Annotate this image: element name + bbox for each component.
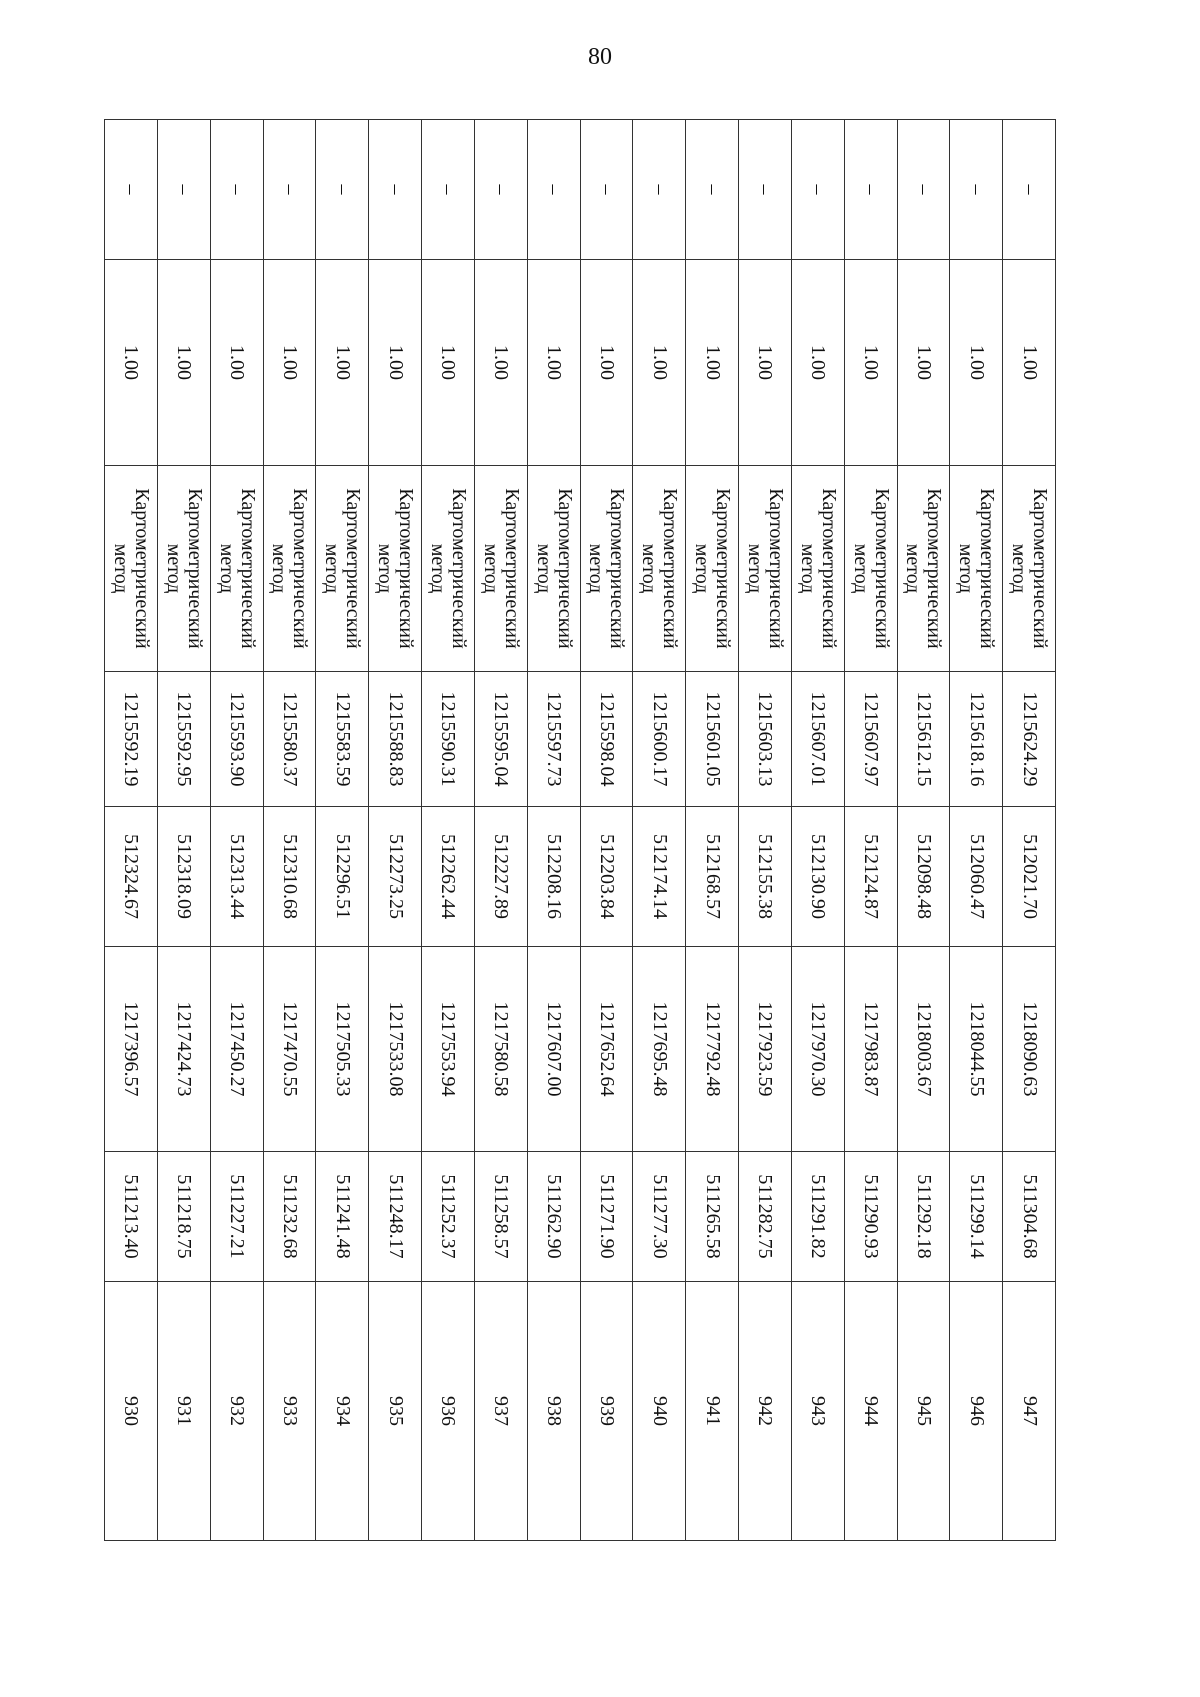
cell-point-number: 942 (739, 1282, 792, 1541)
table-row (422, 120, 475, 1541)
cell-accuracy: 1.00 (897, 260, 950, 466)
cell-y1: 1218090.63 (1003, 947, 1056, 1152)
cell-accuracy: 1.00 (844, 260, 897, 466)
cell-x2: 512060.47 (950, 807, 1003, 947)
table-row (950, 120, 1003, 1541)
cell-x2: 512203.84 (580, 807, 633, 947)
cell-x1: 511282.75 (739, 1152, 792, 1282)
table-row (105, 120, 158, 1541)
table-row (263, 120, 316, 1541)
table-row (897, 120, 950, 1541)
cell-note: – (633, 120, 686, 260)
cell-x1: 511213.40 (105, 1152, 158, 1282)
cell-accuracy: 1.00 (422, 260, 475, 466)
table-row (580, 120, 633, 1541)
cell-x1: 511277.30 (633, 1152, 686, 1282)
cell-x2: 512021.70 (1003, 807, 1056, 947)
cell-point-number: 934 (316, 1282, 369, 1541)
cell-method: Картометрический метод (1003, 466, 1056, 672)
cell-y2: 1215592.19 (105, 672, 158, 807)
cell-accuracy: 1.00 (157, 260, 210, 466)
cell-x1: 511232.68 (263, 1152, 316, 1282)
cell-y1: 1217695.48 (633, 947, 686, 1152)
cell-y1: 1217553.94 (422, 947, 475, 1152)
cell-y1: 1217450.27 (210, 947, 263, 1152)
cell-point-number: 938 (527, 1282, 580, 1541)
cell-x1: 511218.75 (157, 1152, 210, 1282)
cell-point-number: 935 (369, 1282, 422, 1541)
cell-y2: 1215607.97 (844, 672, 897, 807)
table-row (369, 120, 422, 1541)
cell-note: – (527, 120, 580, 260)
cell-accuracy: 1.00 (474, 260, 527, 466)
cell-y2: 1215601.05 (686, 672, 739, 807)
cell-x1: 511299.14 (950, 1152, 1003, 1282)
cell-x1: 511291.82 (791, 1152, 844, 1282)
cell-point-number: 930 (105, 1282, 158, 1541)
cell-point-number: 936 (422, 1282, 475, 1541)
cell-note: – (897, 120, 950, 260)
cell-y2: 1215598.04 (580, 672, 633, 807)
cell-method: Картометрический метод (580, 466, 633, 672)
cell-accuracy: 1.00 (739, 260, 792, 466)
cell-method: Картометрический метод (474, 466, 527, 672)
cell-point-number: 932 (210, 1282, 263, 1541)
cell-accuracy: 1.00 (686, 260, 739, 466)
cell-accuracy: 1.00 (527, 260, 580, 466)
cell-y1: 1217470.55 (263, 947, 316, 1152)
cell-note: – (739, 120, 792, 260)
cell-x2: 512168.57 (686, 807, 739, 947)
cell-accuracy: 1.00 (580, 260, 633, 466)
cell-x2: 512124.87 (844, 807, 897, 947)
cell-y2: 1215593.90 (210, 672, 263, 807)
cell-y2: 1215592.95 (157, 672, 210, 807)
cell-note: – (1003, 120, 1056, 260)
cell-note: – (950, 120, 1003, 260)
cell-x2: 512324.67 (105, 807, 158, 947)
cell-point-number: 933 (263, 1282, 316, 1541)
cell-y1: 1218044.55 (950, 947, 1003, 1152)
cell-y1: 1217580.58 (474, 947, 527, 1152)
cell-point-number: 937 (474, 1282, 527, 1541)
cell-accuracy: 1.00 (633, 260, 686, 466)
cell-y1: 1218003.67 (897, 947, 950, 1152)
cell-x1: 511265.58 (686, 1152, 739, 1282)
table-row (157, 120, 210, 1541)
cell-y2: 1215595.04 (474, 672, 527, 807)
cell-x2: 512310.68 (263, 807, 316, 947)
table-row (633, 120, 686, 1541)
table-row (844, 120, 897, 1541)
cell-accuracy: 1.00 (1003, 260, 1056, 466)
cell-method: Картометрический метод (791, 466, 844, 672)
cell-method: Картометрический метод (844, 466, 897, 672)
cell-y1: 1217983.87 (844, 947, 897, 1152)
cell-y1: 1217652.64 (580, 947, 633, 1152)
cell-note: – (369, 120, 422, 260)
coordinates-table-container (104, 119, 1056, 1541)
cell-method: Картометрический метод (263, 466, 316, 672)
cell-x2: 512262.44 (422, 807, 475, 947)
cell-note: – (210, 120, 263, 260)
cell-method: Картометрический метод (422, 466, 475, 672)
table-row (791, 120, 844, 1541)
cell-x1: 511290.93 (844, 1152, 897, 1282)
cell-x2: 512208.16 (527, 807, 580, 947)
cell-method: Картометрический метод (633, 466, 686, 672)
cell-method: Картометрический метод (897, 466, 950, 672)
cell-method: Картометрический метод (527, 466, 580, 672)
cell-note: – (422, 120, 475, 260)
cell-x2: 512318.09 (157, 807, 210, 947)
cell-x1: 511292.18 (897, 1152, 950, 1282)
cell-x1: 511304.68 (1003, 1152, 1056, 1282)
cell-x1: 511227.21 (210, 1152, 263, 1282)
cell-method: Картометрический метод (369, 466, 422, 672)
cell-y2: 1215612.15 (897, 672, 950, 807)
cell-y2: 1215624.29 (1003, 672, 1056, 807)
cell-accuracy: 1.00 (316, 260, 369, 466)
cell-accuracy: 1.00 (791, 260, 844, 466)
cell-point-number: 945 (897, 1282, 950, 1541)
cell-method: Картометрический метод (316, 466, 369, 672)
cell-y1: 1217396.57 (105, 947, 158, 1152)
table-row (1003, 120, 1056, 1541)
cell-x2: 512273.25 (369, 807, 422, 947)
cell-x1: 511262.90 (527, 1152, 580, 1282)
cell-y2: 1215607.01 (791, 672, 844, 807)
cell-y1: 1217607.00 (527, 947, 580, 1152)
cell-y2: 1215588.83 (369, 672, 422, 807)
cell-note: – (263, 120, 316, 260)
cell-note: – (474, 120, 527, 260)
cell-y2: 1215580.37 (263, 672, 316, 807)
cell-point-number: 940 (633, 1282, 686, 1541)
cell-note: – (580, 120, 633, 260)
cell-x1: 511258.57 (474, 1152, 527, 1282)
cell-x2: 512296.51 (316, 807, 369, 947)
cell-y1: 1217923.59 (739, 947, 792, 1152)
page-number: 80 (588, 44, 612, 70)
cell-x1: 511252.37 (422, 1152, 475, 1282)
table-row (210, 120, 263, 1541)
cell-y2: 1215603.13 (739, 672, 792, 807)
cell-x2: 512155.38 (739, 807, 792, 947)
cell-note: – (686, 120, 739, 260)
cell-y2: 1215590.31 (422, 672, 475, 807)
cell-point-number: 939 (580, 1282, 633, 1541)
cell-point-number: 931 (157, 1282, 210, 1541)
cell-y1: 1217505.33 (316, 947, 369, 1152)
cell-note: – (316, 120, 369, 260)
table-row (316, 120, 369, 1541)
cell-y1: 1217533.08 (369, 947, 422, 1152)
cell-point-number: 946 (950, 1282, 1003, 1541)
cell-accuracy: 1.00 (369, 260, 422, 466)
cell-point-number: 944 (844, 1282, 897, 1541)
cell-x1: 511271.90 (580, 1152, 633, 1282)
cell-x2: 512313.44 (210, 807, 263, 947)
cell-x1: 511241.48 (316, 1152, 369, 1282)
cell-method: Картометрический метод (950, 466, 1003, 672)
table-row (739, 120, 792, 1541)
cell-x2: 512098.48 (897, 807, 950, 947)
cell-x2: 512130.90 (791, 807, 844, 947)
cell-y2: 1215597.73 (527, 672, 580, 807)
cell-y2: 1215600.17 (633, 672, 686, 807)
table-row (474, 120, 527, 1541)
cell-note: – (791, 120, 844, 260)
cell-note: – (105, 120, 158, 260)
cell-point-number: 941 (686, 1282, 739, 1541)
cell-y1: 1217424.73 (157, 947, 210, 1152)
cell-accuracy: 1.00 (105, 260, 158, 466)
cell-x1: 511248.17 (369, 1152, 422, 1282)
cell-x2: 512174.14 (633, 807, 686, 947)
cell-accuracy: 1.00 (210, 260, 263, 466)
cell-accuracy: 1.00 (950, 260, 1003, 466)
table-row (686, 120, 739, 1541)
cell-method: Картометрический метод (739, 466, 792, 672)
cell-method: Картометрический метод (210, 466, 263, 672)
cell-point-number: 947 (1003, 1282, 1056, 1541)
cell-note: – (157, 120, 210, 260)
cell-point-number: 943 (791, 1282, 844, 1541)
cell-y1: 1217970.30 (791, 947, 844, 1152)
table-row (527, 120, 580, 1541)
cell-note: – (844, 120, 897, 260)
cell-y2: 1215583.59 (316, 672, 369, 807)
cell-y1: 1217792.48 (686, 947, 739, 1152)
cell-x2: 512227.89 (474, 807, 527, 947)
cell-method: Картометрический метод (686, 466, 739, 672)
coordinates-table (104, 119, 1056, 1541)
cell-method: Картометрический метод (157, 466, 210, 672)
cell-accuracy: 1.00 (263, 260, 316, 466)
table-body (105, 120, 1056, 1541)
cell-method: Картометрический метод (105, 466, 158, 672)
cell-y2: 1215618.16 (950, 672, 1003, 807)
